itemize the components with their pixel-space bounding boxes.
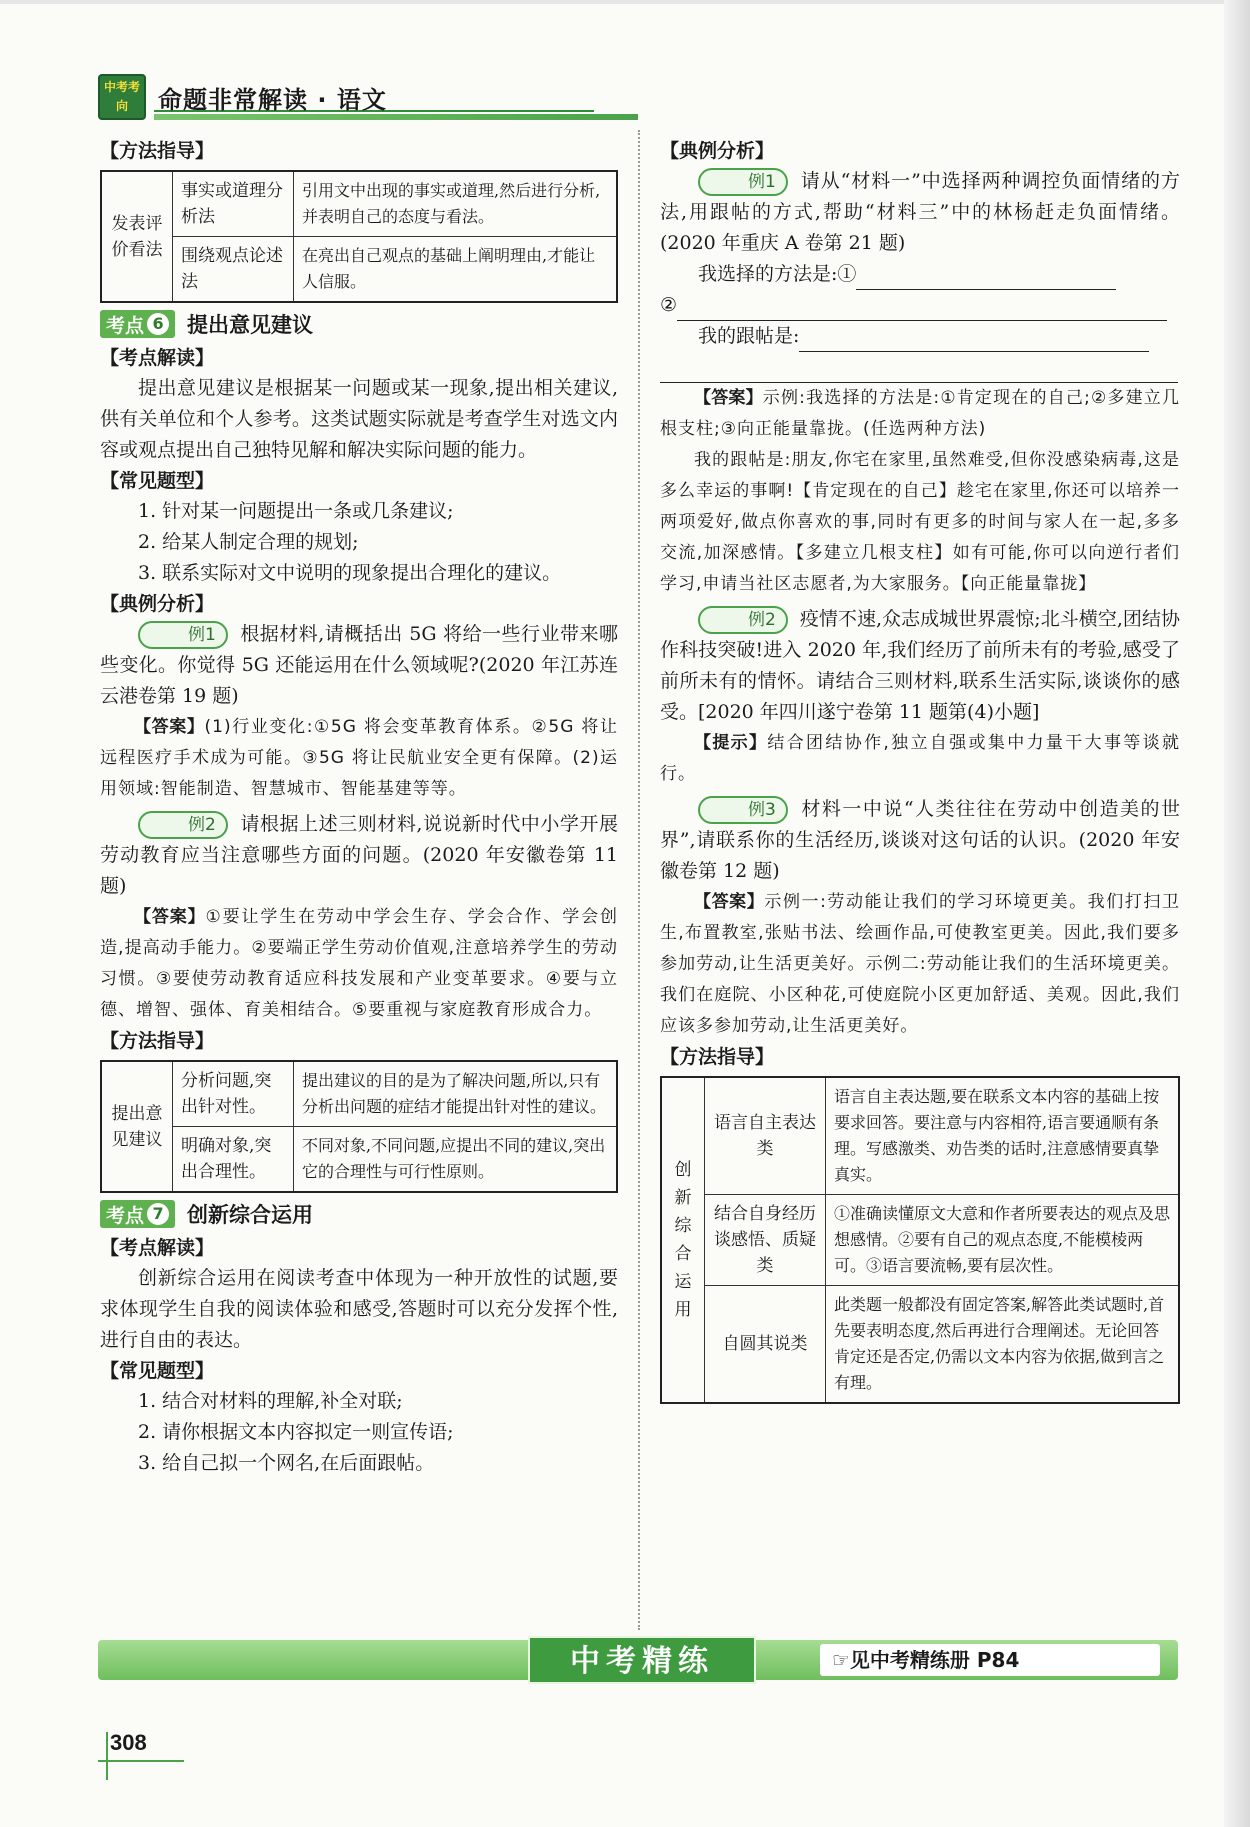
blank-line-2 <box>660 290 1180 321</box>
page-number-rule <box>98 1760 184 1762</box>
table-desc: 提出建议的目的是为了解决问题,所以,只有分析出问题的症结才能提出针对性的建议。 <box>294 1061 618 1127</box>
answer-tag: 【答案】 <box>694 892 765 912</box>
example-label: 例1 <box>698 168 788 196</box>
table-subcat: 结合自身经历谈感悟、质疑类 <box>705 1195 826 1286</box>
answer-text: 示例:我选择的方法是:①肯定现在的自己;②多建立几根支柱;③向正能量靠拢。(任选两种方法) <box>660 388 1180 439</box>
example-label: 例3 <box>698 796 788 824</box>
example-question: 疫情不速,众志成城世界震惊;北斗横空,团结协作科技突破!进入 2020 年,我们经历了前所未有的考验,感受了前所未有的情怀。请结合三则材料,联系生活实际,谈谈你的感受。[2020 年四川遂宁卷第 11 题第(4)小题] <box>660 608 1180 723</box>
example-question: 请从“材料一”中选择两种调控负面情绪的方法,用跟帖的方式,帮助“材料三”中的林杨赶走负面情绪。(2020 年重庆 A 卷第 21 题) <box>660 170 1180 254</box>
example-1 <box>660 166 1180 259</box>
interp-text: 创新综合运用在阅读考查中体现为一种开放性的试题,要求体现学生自我的阅读体验和感受,答题时可以充分发挥个性,进行自由的表达。 <box>100 1267 618 1351</box>
kaodian-number: 7 <box>147 1203 169 1225</box>
example-1-answer-post: 我的跟帖是:朋友,你宅在家里,虽然难受,但你没感染病毒,这是多么幸运的事啊!【肯定现在的自己】趁宅在家里,你还可以培养一两项爱好,做点你喜欢的事,同时有更多的时间与家人在一起,多多交流,加深感情。【多建立几根支柱】如有可能,你可以向逆行者们学习,申请当社区志愿者,为大家服务。【向正能量靠拢】 <box>660 450 1180 594</box>
answer-tag: 【答案】 <box>134 717 205 737</box>
answer-text: ①要让学生在劳动中学会生存、学会合作、学会创造,提高动手能力。②要端正学生劳动价值观,注意培养学生的劳动习惯。③要使劳动教育适应科技发展和产业变革要求。④要与立德、增智、强体、育美相结合。⑤要重视与家庭教育形成合力。 <box>100 907 618 1020</box>
blank-label: ② <box>660 294 678 316</box>
list-item: 2. 请你根据文本内容拟定一则宣传语; <box>138 1421 454 1443</box>
page-header <box>98 74 638 122</box>
interp-text: 提出意见建议是根据某一问题或某一现象,提出相关建议,供有关单位和个人参考。这类试题实际就是考查学生对选文内容或观点提出自己独特见解和解决实际问题的能力。 <box>100 377 618 461</box>
method-table-creative <box>660 1076 1180 1404</box>
left-column <box>100 136 618 1479</box>
kaodian-title: 提出意见建议 <box>187 313 314 337</box>
table-desc: 引用文中出现的事实或道理,然后进行分析,并表明自己的态度与看法。 <box>294 171 618 237</box>
kaodian-label: 考点 <box>106 1204 145 1227</box>
method-table-suggestion <box>100 1060 618 1193</box>
practice-banner <box>98 1640 1178 1680</box>
list-item: 1. 结合对材料的理解,补全对联; <box>138 1390 403 1412</box>
logo-badge <box>98 74 146 120</box>
example-2 <box>100 809 618 902</box>
table-desc: ①准确读懂原文大意和作者所要表达的观点及思想感情。②要有自己的观点态度,不能模棱两可。③语言要流畅,要有层次性。 <box>826 1195 1180 1286</box>
table-category: 提出意见建议 <box>101 1061 173 1192</box>
method-table-evaluation <box>100 170 618 303</box>
example-3 <box>660 794 1180 887</box>
list-item: 3. 联系实际对文中说明的现象提出合理化的建议。 <box>138 562 562 584</box>
practice-book-reference[interactable]: ☞见中考精练册 P84 <box>820 1644 1160 1676</box>
example-question: 根据材料,请概括出 5G 将给一些行业带来哪些变化。你觉得 5G 还能运用在什么领域呢?(2020 年江苏连云港卷第 19 题) <box>100 623 618 707</box>
types-heading: 【常见题型】 <box>100 1360 215 1382</box>
example-label: 例2 <box>698 606 788 634</box>
logo-text: 中考考向 <box>104 80 141 113</box>
table-desc: 语言自主表达题,要在联系文本内容的基础上按要求回答。要注意与内容相符,语言要通顺有条理。写感激类、劝告类的话时,注意感情要真挚真实。 <box>826 1077 1180 1195</box>
table-subcat: 自圆其说类 <box>705 1286 826 1404</box>
right-column <box>660 136 1180 1410</box>
hint-tag: 【提示】 <box>694 733 768 753</box>
kaodian-number: 6 <box>147 313 169 335</box>
example-question: 请根据上述三则材料,说说新时代中小学开展劳动教育应当注意哪些方面的问题。(2020 年安徽卷第 11 题) <box>100 813 618 897</box>
list-item: 3. 给自己拟一个网名,在后面跟帖。 <box>138 1452 435 1474</box>
types-heading: 【常见题型】 <box>100 470 215 492</box>
example-label: 例1 <box>138 621 228 649</box>
kaodian-6 <box>100 309 618 339</box>
table-subcat: 明确对象,突出合理性。 <box>173 1127 294 1193</box>
page-number-rule-vertical <box>106 1732 108 1780</box>
example-label: 例2 <box>138 811 228 839</box>
kaodian-title: 创新综合运用 <box>187 1203 314 1227</box>
top-edge <box>0 0 1224 4</box>
answer-blank[interactable] <box>660 356 1178 383</box>
kaodian-7 <box>100 1199 618 1229</box>
example-question: 材料一中说“人类往往在劳动中创造美的世界”,请联系你的生活经历,谈谈对这句话的认识。(2020 年安徽卷第 12 题) <box>660 798 1180 882</box>
interp-heading: 【考点解读】 <box>100 347 215 369</box>
table-category <box>661 1077 705 1403</box>
example-2-hint <box>660 728 1180 790</box>
blank-line-3 <box>660 321 1180 352</box>
answer-tag: 【答案】 <box>134 907 206 927</box>
answer-text: (1)行业变化:①5G 将会变革教育体系。②5G 将让远程医疗手术成为可能。③5G 将让民航业安全更有保障。(2)运用领域:智能制造、智慧城市、智能基建等等。 <box>100 717 619 799</box>
answer-tag: 【答案】 <box>694 388 763 408</box>
method-heading: 【方法指导】 <box>660 1046 775 1068</box>
example-1 <box>100 619 618 712</box>
method-heading: 【方法指导】 <box>100 140 215 162</box>
table-desc: 在亮出自己观点的基础上阐明理由,才能让人信服。 <box>294 237 618 303</box>
method-heading: 【方法指导】 <box>100 1030 215 1052</box>
table-subcat: 围绕观点论述法 <box>173 237 294 303</box>
blank-line-1 <box>660 259 1180 290</box>
example-2 <box>660 604 1180 728</box>
banner-title: 中考精练 <box>528 1636 756 1684</box>
page-number: 308 <box>110 1730 147 1755</box>
kaodian-label: 考点 <box>106 314 145 337</box>
example-1-answer <box>100 712 618 805</box>
table-category-text: 创新综合运用 <box>674 1160 692 1320</box>
example-2-answer <box>100 902 618 1026</box>
answer-text: 示例一:劳动能让我们的学习环境更美。我们打扫卫生,布置教室,张贴书法、绘画作品,可使教室更美。因此,我们要多参加劳动,让生活更美好。示例二:劳动能让我们的生活环境更美。我们在庭院、小区种花,可使庭院小区更加舒适、美观。因此,我们应该多参加劳动,让生活更美好。 <box>660 892 1181 1036</box>
list-item: 1. 针对某一问题提出一条或几条建议; <box>138 500 454 522</box>
examples-heading: 【典例分析】 <box>660 140 775 162</box>
table-category: 发表评价看法 <box>101 171 173 302</box>
table-subcat: 语言自主表达类 <box>705 1077 826 1195</box>
blank-line-4 <box>660 352 1180 383</box>
table-desc: 不同对象,不同问题,应提出不同的建议,突出它的合理性与可行性原则。 <box>294 1127 618 1193</box>
list-item: 2. 给某人制定合理的规划; <box>138 531 359 553</box>
table-subcat: 事实或道理分析法 <box>173 171 294 237</box>
page-title: 命题非常解读 · 语文 <box>158 86 387 114</box>
hint-text: 结合团结协作,独立自强或集中力量干大事等谈就行。 <box>660 733 1180 784</box>
examples-heading: 【典例分析】 <box>100 593 215 615</box>
column-divider <box>638 130 640 1630</box>
table-desc: 此类题一般都没有固定答案,解答此类试题时,首先要表明态度,然后再进行合理阐述。无论回答肯定还是否定,仍需以文本内容为依据,做到言之有理。 <box>826 1286 1180 1404</box>
page-edge-shadow <box>1224 0 1250 1827</box>
table-subcat: 分析问题,突出针对性。 <box>173 1061 294 1127</box>
kaodian-badge <box>100 310 175 338</box>
blank-label: 我选择的方法是:① <box>698 263 857 285</box>
kaodian-badge <box>100 1200 175 1228</box>
blank-label: 我的跟帖是: <box>698 325 800 347</box>
example-3-answer <box>660 887 1180 1042</box>
interp-heading: 【考点解读】 <box>100 1237 215 1259</box>
example-1-answer <box>660 383 1180 445</box>
